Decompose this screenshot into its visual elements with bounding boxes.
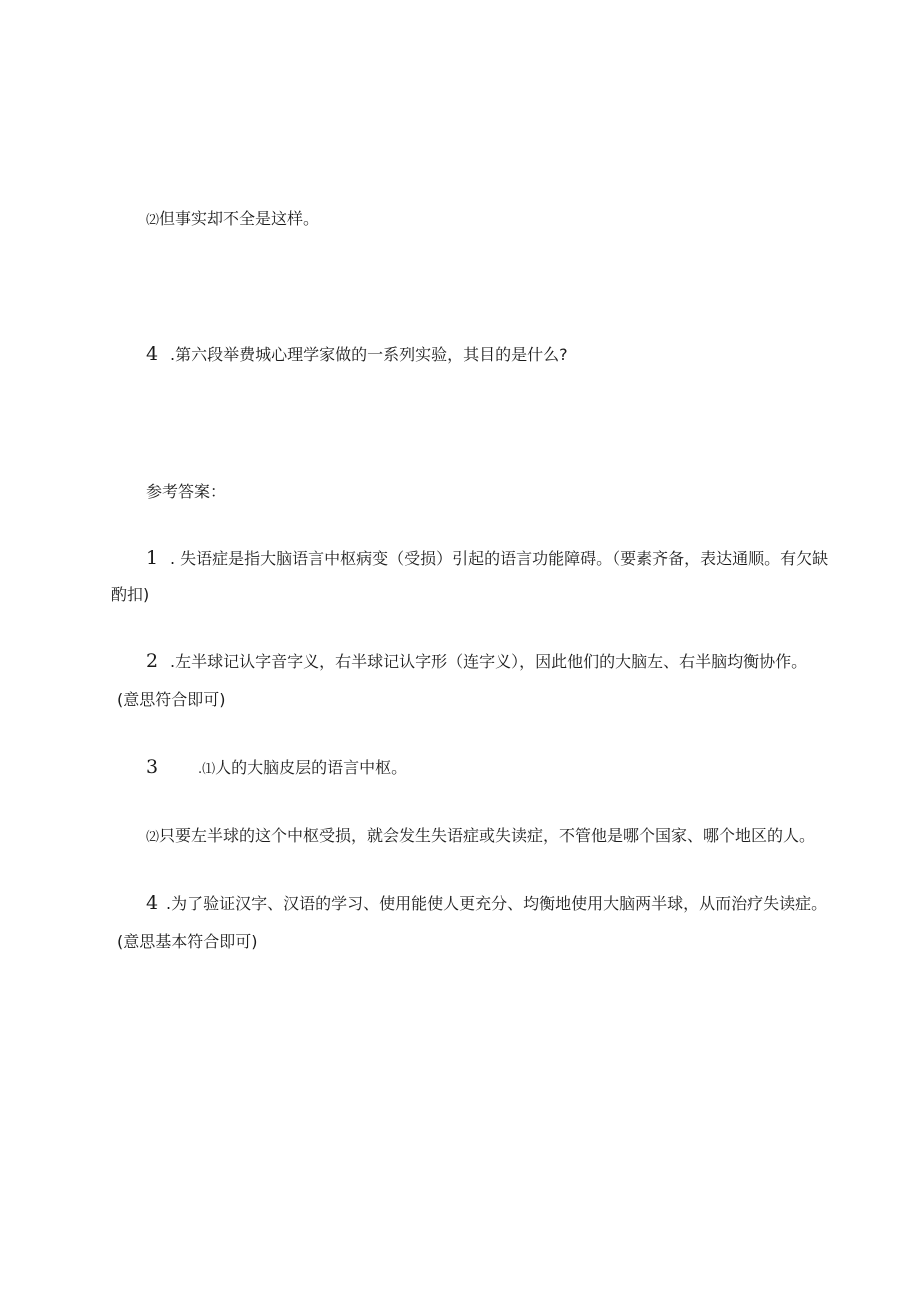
- sub-item-text: 但事实却不全是这样。: [159, 209, 320, 228]
- question-3-sub-2: [146, 209, 319, 231]
- answer-1: [146, 548, 828, 569]
- answer-number: 1: [146, 547, 159, 569]
- answers-heading: 参考答案：: [146, 482, 227, 501]
- answer-text: . 失语症是指大脑语言中枢病变（受损）引起的语言功能障碍。（要素齐备，表达通顺。有欠缺: [170, 549, 829, 568]
- question-text: .第六段举费城心理学家做的一系列实验，其目的是什么?: [170, 345, 568, 364]
- sub-item-marker: ⑵: [146, 830, 160, 845]
- answer-2-continued: (意思符合即可): [117, 690, 226, 709]
- answer-number: 2: [146, 650, 159, 672]
- answer-text: 只要左半球的这个中枢受损，就会发生失语症或失读症，不管他是哪个国家、哪个地区的人。: [159, 826, 816, 845]
- answer-number: 3: [146, 756, 159, 778]
- sub-item-marker: .⑴: [198, 762, 216, 777]
- answer-number: 4: [146, 892, 159, 914]
- answer-1-continued: 酌扣): [111, 585, 150, 604]
- answer-text: 人的大脑皮层的语言中枢。: [215, 758, 408, 777]
- answer-3-sub-2: [146, 826, 815, 848]
- answer-text: .左半球记认字音字义，右半球记认字形（连字义），因此他们的大脑左、右半脑均衡协作。: [170, 652, 808, 671]
- answer-3: [146, 757, 407, 780]
- answer-2: [146, 651, 807, 672]
- answer-4-continued: (意思基本符合即可): [117, 932, 258, 951]
- sub-item-marker: ⑵: [146, 213, 160, 228]
- question-4: [146, 344, 568, 365]
- question-number: 4: [146, 343, 159, 365]
- answer-4: [146, 893, 827, 914]
- answer-text: .为了验证汉字、汉语的学习、使用能使人更充分、均衡地使用大脑两半球，从而治疗失读症。: [166, 894, 828, 913]
